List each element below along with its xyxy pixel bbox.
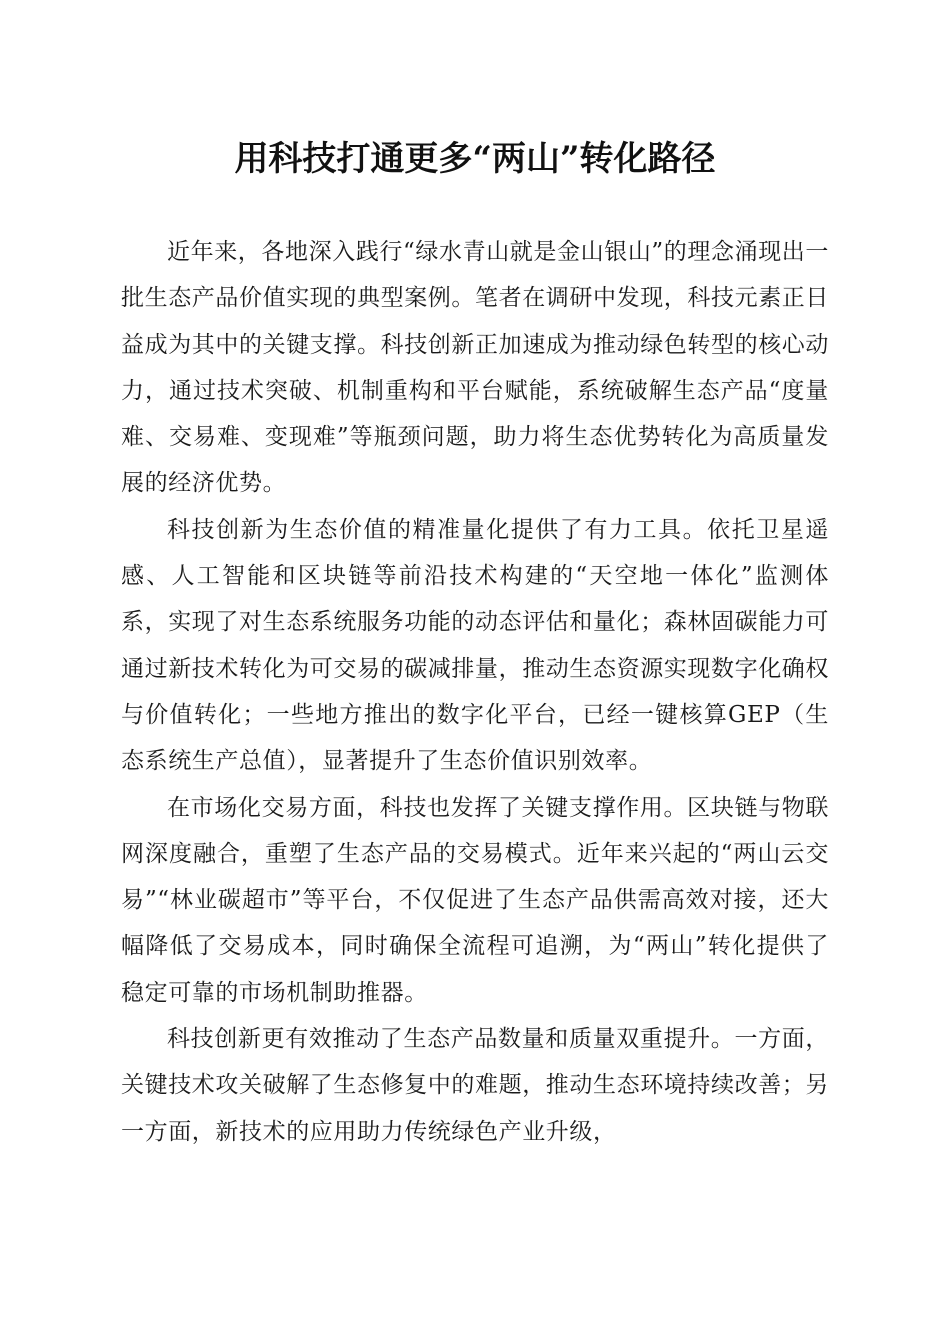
paragraph: 近年来，各地深入践行“绿水青山就是金山银山”的理念涌现出一批生态产品价值实现的典型案例。笔者在调研中发现，科技元素正日益成为其中的关键支撑。科技创新正加速成为推动绿色转型的核心动力，通过技术突破、机制重构和平台赋能，系统破解生态产品“度量难、交易难、变现难”等瓶颈问题，助力将生态优势转化为高质量发展的经济优势。 <box>121 239 829 497</box>
paragraph: 在市场化交易方面，科技也发挥了关键支撑作用。区块链与物联网深度融合，重塑了生态产品的交易模式。近年来兴起的“两山云交易”“林业碳超市”等平台，不仅促进了生态产品供需高效对接，还大幅降低了交易成本，同时确保全流程可追溯，为“两山”转化提供了稳定可靠的市场机制助推器。 <box>121 794 829 1006</box>
document-title: 用科技打通更多“两山”转化路径 <box>234 139 716 179</box>
article-body <box>121 229 829 1155</box>
paragraph: 科技创新更有效推动了生态产品数量和质量双重提升。一方面，关键技术攻关破解了生态修复中的难题，推动生态环境持续改善；另一方面，新技术的应用助力传统绿色产业升级， <box>121 1026 829 1145</box>
paragraph: 科技创新为生态价值的精准量化提供了有力工具。依托卫星遥感、人工智能和区块链等前沿技术构建的“天空地一体化”监测体系，实现了对生态系统服务功能的动态评估和量化；森林固碳能力可通过新技术转化为可交易的碳减排量，推动生态资源实现数字化确权与价值转化；一些地方推出的数字化平台，已经一键核算GEP（生态系统生产总值），显著提升了生态价值识别效率。 <box>121 516 829 775</box>
